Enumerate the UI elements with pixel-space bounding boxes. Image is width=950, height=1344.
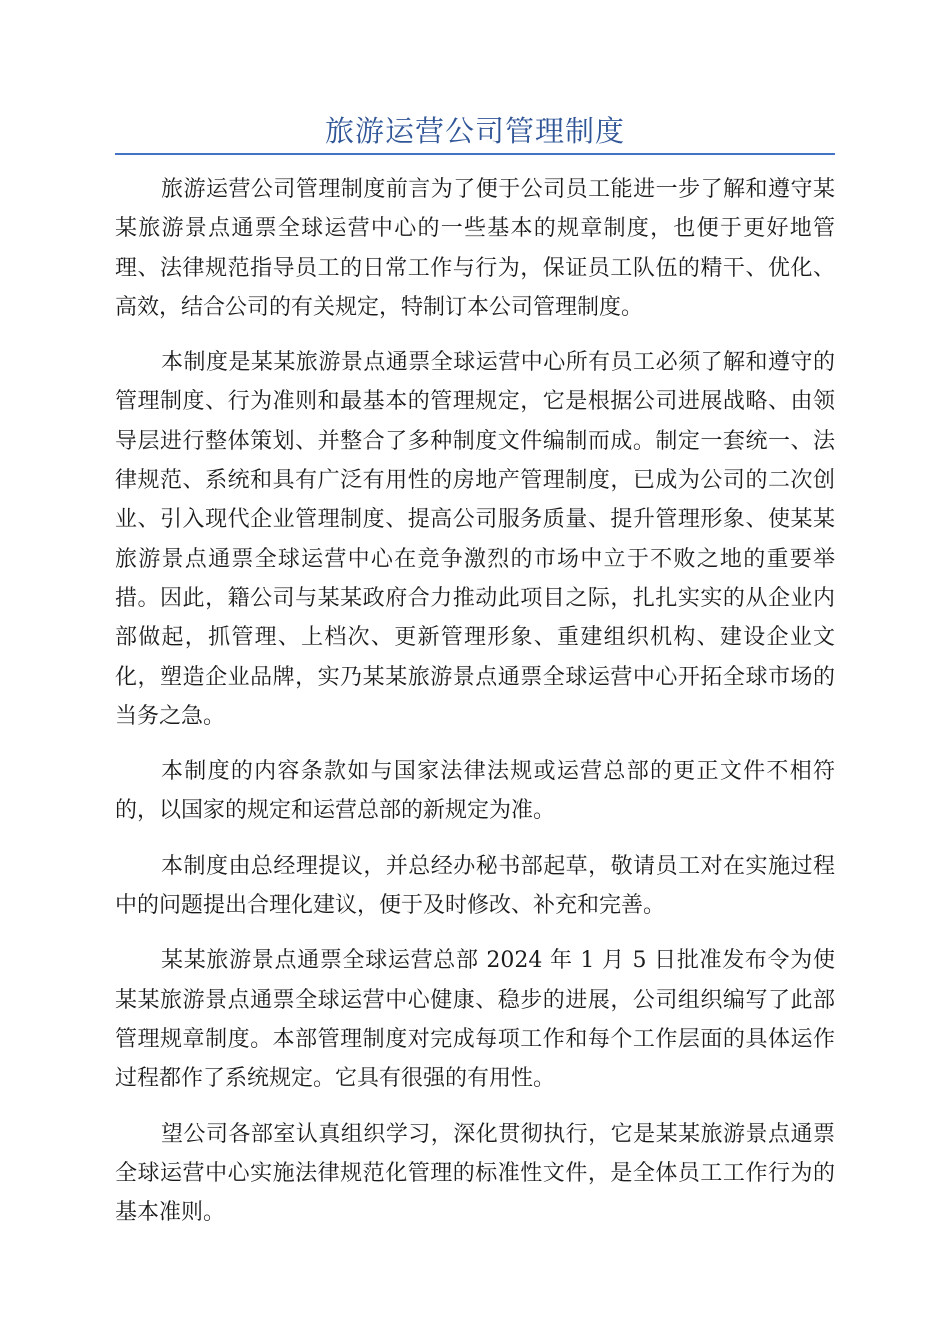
paragraph-implementation: 望公司各部室认真组织学习，深化贯彻执行，它是某某旅游景点通票全球运营中心实施法律规范化管理的标准性文件，是全体员工工作行为的基本准则。	[115, 1121, 835, 1226]
paragraph-precedence: 本制度的内容条款如与国家法律法规或运营总部的更正文件不相符的，以国家的规定和运营总部的新规定为准。	[115, 759, 835, 824]
document-body	[115, 170, 835, 1248]
paragraph-drafting: 本制度由总经理提议，并总经办秘书部起草，敬请员工对在实施过程中的问题提出合理化建议，便于及时修改、补充和完善。	[115, 853, 835, 919]
paragraph-preface: 旅游运营公司管理制度前言为了便于公司员工能进一步了解和遵守某某旅游景点通票全球运营中心的一些基本的规章制度，也便于更好地管理、法律规范指导员工的日常工作与行为，保证员工队伍的精干、优化、高效，结合公司的有关规定，特制订本公司管理制度。	[115, 177, 835, 320]
paragraph-purpose: 本制度是某某旅游景点通票全球运营中心所有员工必须了解和遵守的管理制度、行为准则和最基本的管理规定，它是根据公司进展战略、由领导层进行整体策划、并整合了多种制度文件编制而成。制定一套统一、法律规范、系统和具有广泛有用性的房地产管理制度，已成为公司的二次创业、引入现代企业管理制度、提高公司服务质量、提升管理形象、使某某旅游景点通票全球运营中心在竞争激烈的市场中立于不败之地的重要举措。因此，籍公司与某某政府合力推动此项目之际，扎扎实实的从企业内部做起，抓管理、上档次、更新管理形象、重建组织机构、建设企业文化，塑造企业品牌，实乃某某旅游景点通票全球运营中心开拓全球市场的当务之急。	[115, 350, 835, 729]
paragraph-release: 某某旅游景点通票全球运营总部 2024 年 1 月 5 日批准发布令为使某某旅游景点通票全球运营中心健康、稳步的进展，公司组织编写了此部管理规章制度。本部管理制度对完成每项工作和每个工作层面的具体运作过程都作了系统规定。它具有很强的有用性。	[115, 948, 835, 1092]
document-title: 旅游运营公司管理制度	[324, 114, 625, 148]
title-underline	[115, 153, 835, 155]
